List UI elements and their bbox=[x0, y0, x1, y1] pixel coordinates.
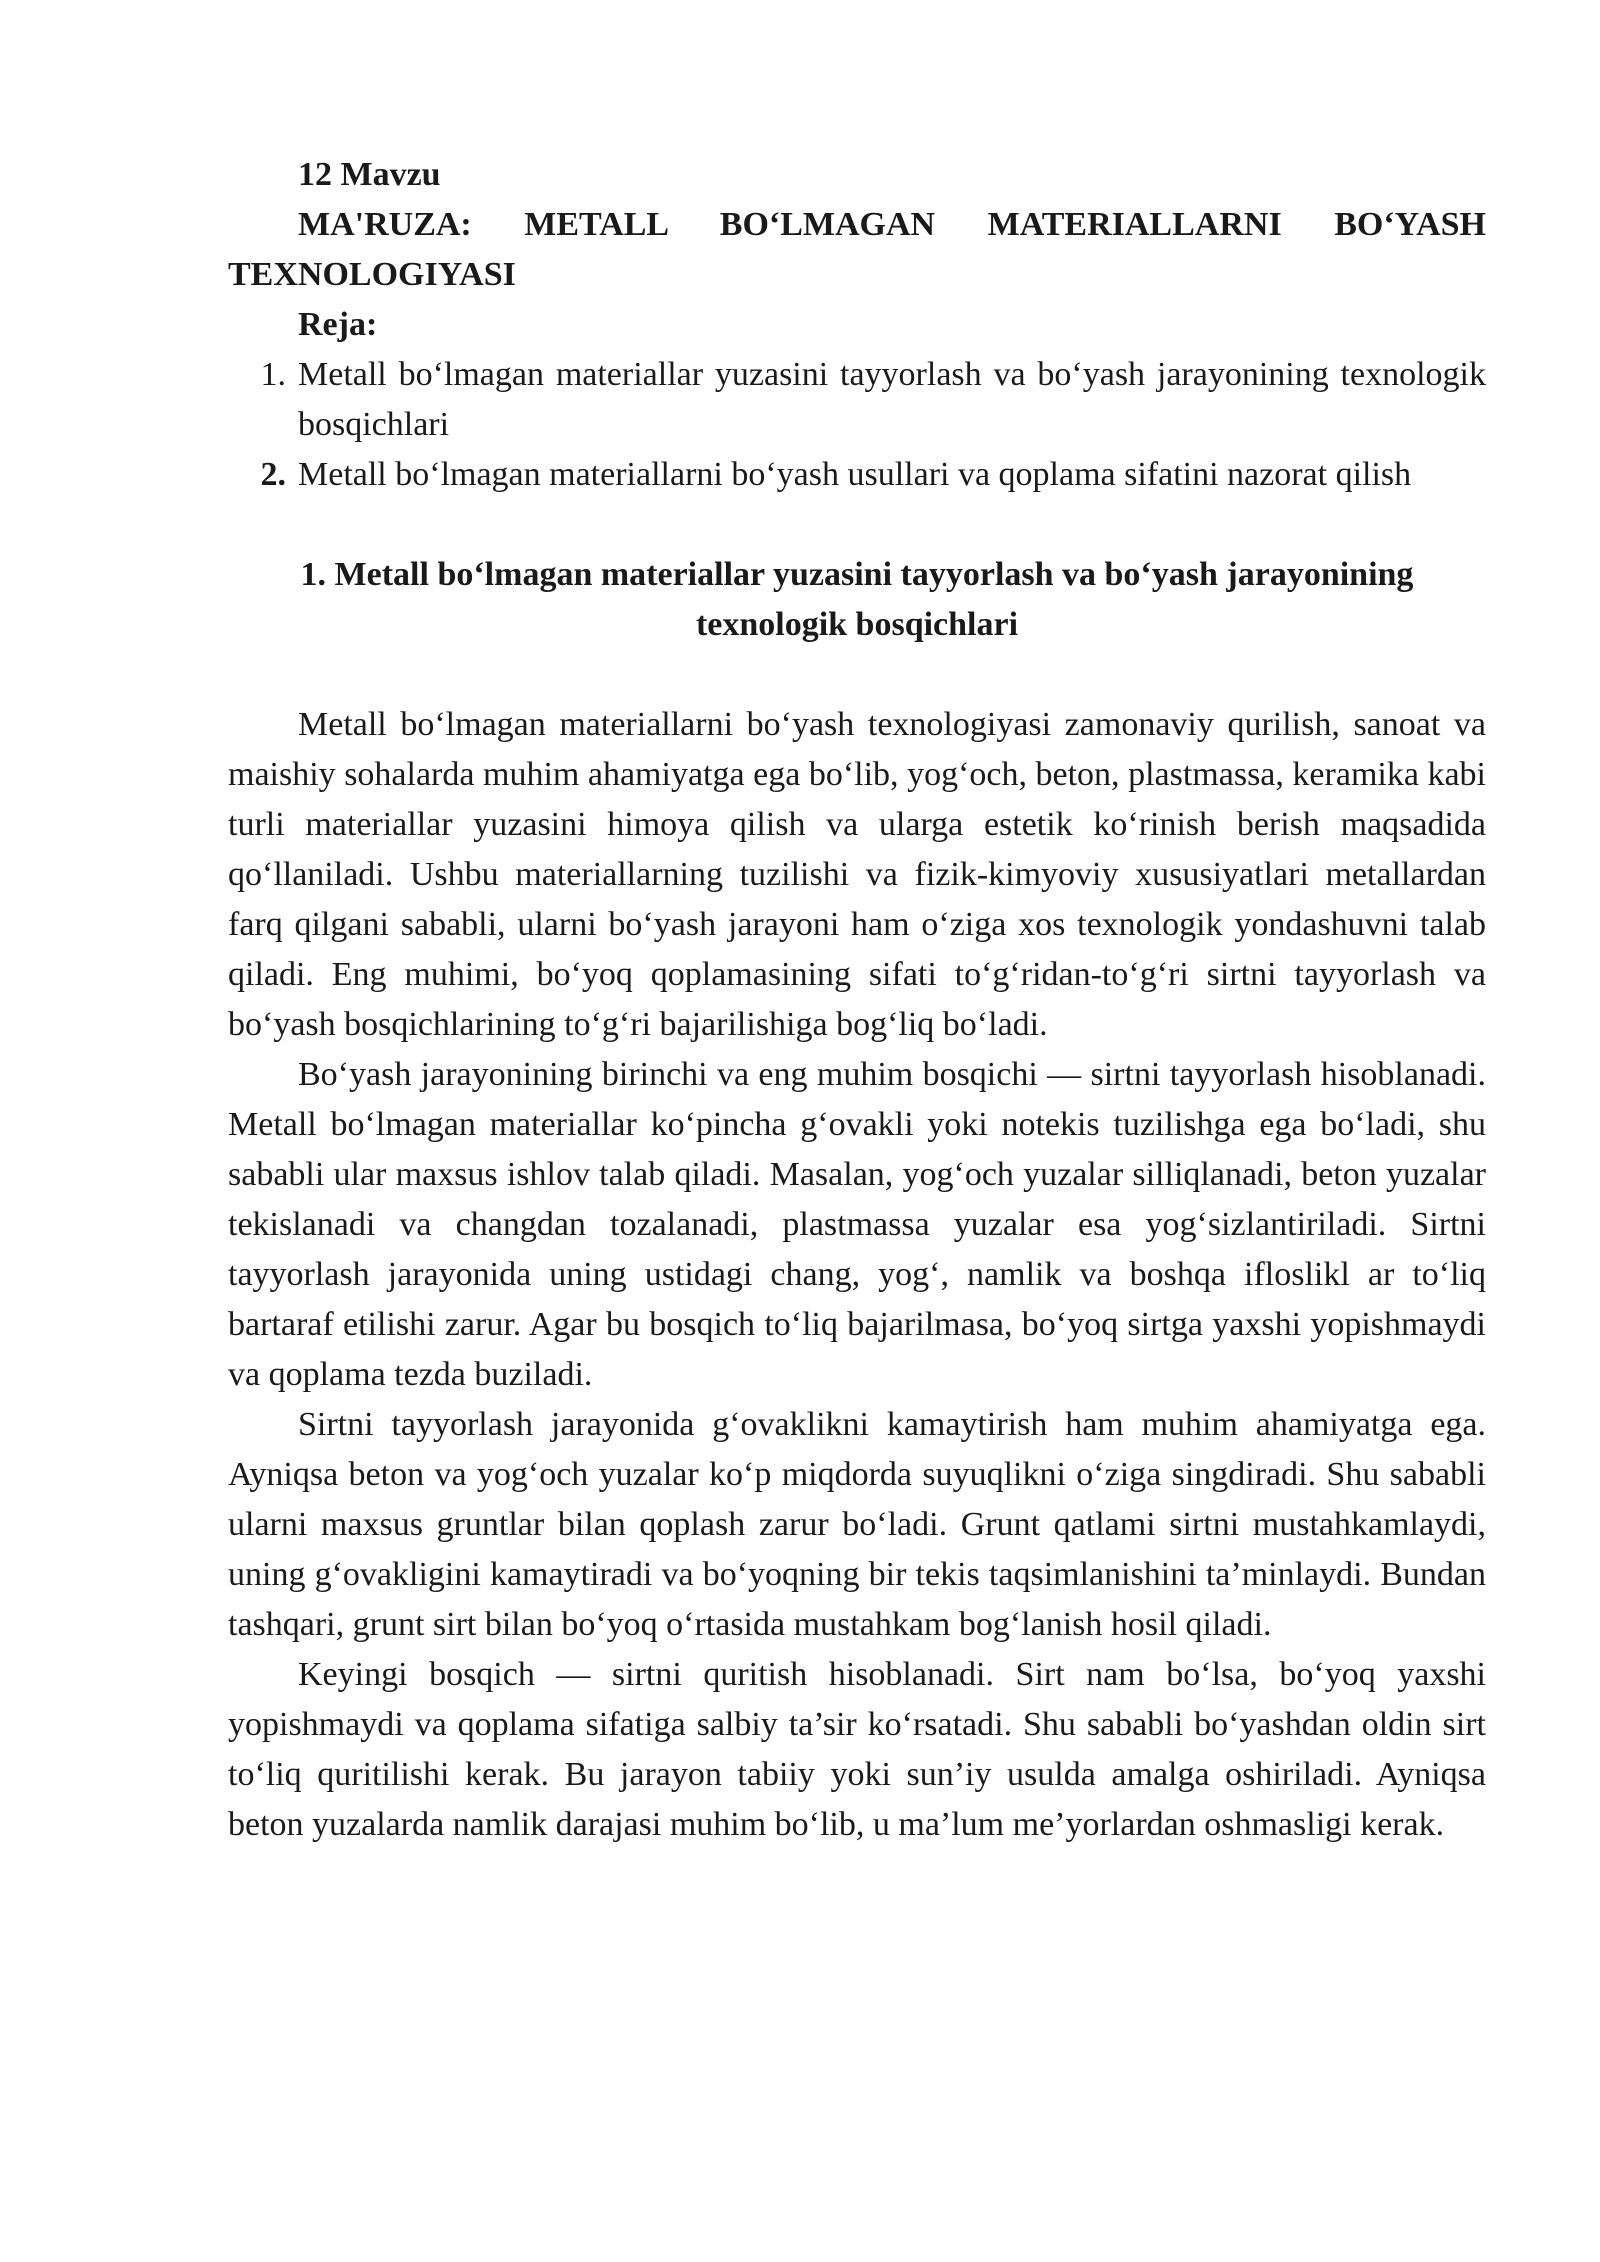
plan-item-text: Metall bo‘lmagan materiallarni bo‘yash usullari va qoplama sifatini nazorat qilish bbox=[298, 456, 1412, 493]
plan-item bbox=[228, 450, 1486, 500]
topic-number: 12 Mavzu bbox=[298, 156, 441, 193]
body-paragraph: Metall bo‘lmagan materiallarni bo‘yash texnologiyasi zamonaviy qurilish, sanoat va maishiy sohalarda muhim ahamiyatga ega bo‘lib, yog‘och, beton, plastmassa, keramika kabi turli materiallar yuzasini himoya qilish va ularga estetik ko‘rinish berish maqsadida qo‘llaniladi. Ushbu materiallarning tuzilishi va fizik-kimyoviy xususiyatlari metallardan farq qilgani sababli, ularni bo‘yash jarayoni ham o‘ziga xos texnologik yondashuvni talab qiladi. Eng muhimi, bo‘yoq qoplamasining sifati to‘g‘ridan-to‘g‘ri sirtni tayyorlash va bo‘yash bosqichlarining to‘g‘ri bajarilishiga bog‘liq bo‘ladi. bbox=[228, 706, 1486, 1043]
plan-list bbox=[228, 350, 1486, 500]
plan-item-number: 2. bbox=[260, 456, 286, 493]
section-heading: 1. Metall bo‘lmagan materiallar yuzasini tayyorlash va bo‘yash jarayonining texnologik bosqichlari bbox=[300, 556, 1414, 643]
plan-label: Reja: bbox=[298, 306, 378, 343]
document-page bbox=[228, 150, 1486, 1850]
body-paragraph: Bo‘yash jarayonining birinchi va eng muhim bosqichi — sirtni tayyorlash hisoblanadi. Metall bo‘lmagan materiallar ko‘pincha g‘ovakli yoki notekis tuzilishga ega bo‘ladi, shu sababli ular maxsus ishlov talab qiladi. Masalan, yog‘och yuzalar silliqlanadi, beton yuzalar tekislanadi va changdan tozalanadi, plastmassa yuzalar esa yog‘sizlantiriladi. Sirtni tayyorlash jarayonida uning ustidagi chang, yog‘, namlik va boshqa ifloslikl ar to‘liq bartaraf etilishi zarur. Agar bu bosqich to‘liq bajarilmasa, bo‘yoq sirtga yaxshi yopishmaydi va qoplama tezda buziladi. bbox=[228, 1056, 1486, 1393]
body-paragraph: Keyingi bosqich — sirtni quritish hisoblanadi. Sirt nam bo‘lsa, bo‘yoq yaxshi yopishmaydi va qoplama sifatiga salbiy ta’sir ko‘rsatadi. Shu sababli bo‘yashdan oldin sirt to‘liq quritilishi kerak. Bu jarayon tabiiy yoki sun’iy usulda amalga oshiriladi. Ayniqsa beton yuzalarda namlik darajasi muhim bo‘lib, u ma’lum me’yorlardan oshmasligi kerak. bbox=[228, 1656, 1486, 1843]
plan-item-number: 1. bbox=[260, 356, 286, 393]
body-paragraph: Sirtni tayyorlash jarayonida g‘ovaklikni kamaytirish ham muhim ahamiyatga ega. Ayniqsa beton va yog‘och yuzalar ko‘p miqdorda suyuqlikni o‘ziga singdiradi. Shu sababli ularni maxsus gruntlar bilan qoplash zarur bo‘ladi. Grunt qatlami sirtni mustahkamlaydi, uning g‘ovakligini kamaytiradi va bo‘yoqning bir tekis taqsimlanishini ta’minlaydi. Bundan tashqari, grunt sirt bilan bo‘yoq o‘rtasida mustahkam bog‘lanish hosil qiladi. bbox=[228, 1406, 1486, 1643]
plan-item-text: Metall bo‘lmagan materiallar yuzasini tayyorlash va bo‘yash jarayonining texnologik bosqichlari bbox=[298, 356, 1486, 443]
lecture-title: MA'RUZA: METALL BO‘LMAGAN MATERIALLARNI BO‘YASH TEXNOLOGIYASI bbox=[228, 206, 1486, 293]
plan-item bbox=[228, 350, 1486, 450]
